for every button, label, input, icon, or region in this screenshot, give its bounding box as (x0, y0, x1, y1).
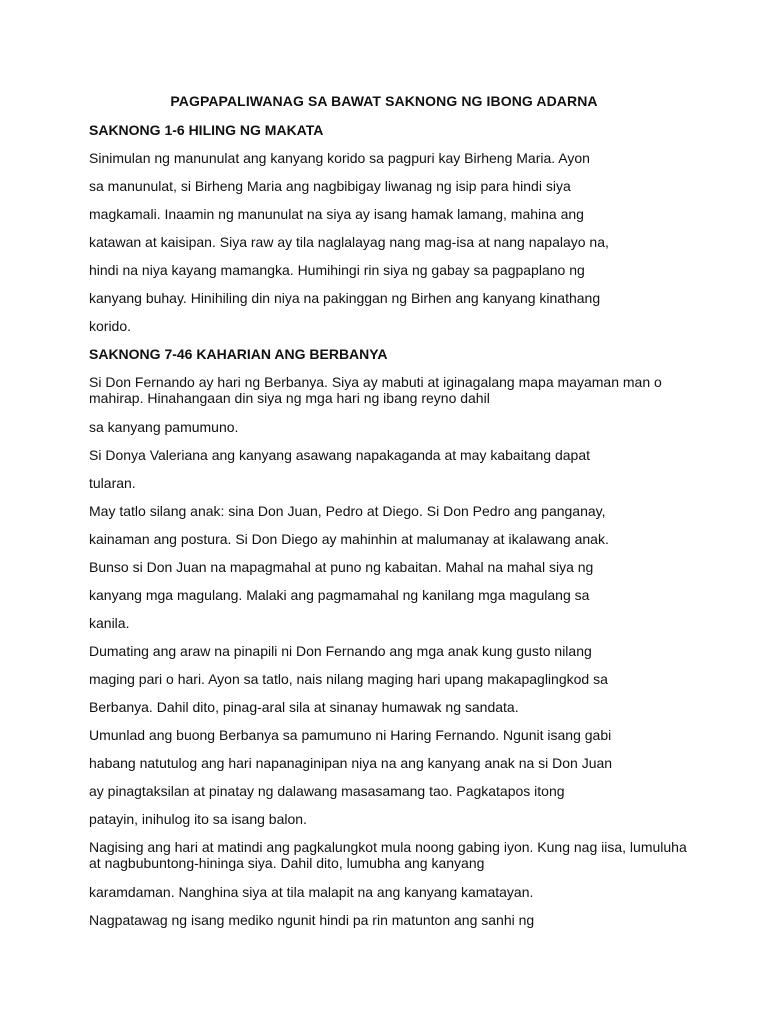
paragraph-line: Nagpatawag ng isang mediko ngunit hindi pa rin matunton ang sanhi ng (89, 912, 535, 928)
paragraph-line: katawan at kaisipan. Siya raw ay tila naglalayag nang mag-isa at nang napalayo na, (89, 234, 609, 250)
paragraph-line: Berbanya. Dahil dito, pinag-aral sila at sinanay humawak ng sandata. (89, 699, 519, 715)
paragraph-line: hindi na niya kayang mamangka. Humihingi rin siya ng gabay sa pagpaplano ng (89, 262, 585, 278)
paragraph-line: Si Donya Valeriana ang kanyang asawang napakaganda at may kabaitang dapat (89, 447, 590, 463)
paragraph-line: magkamali. Inaamin ng manunulat na siya ay isang hamak lamang, mahina ang (89, 206, 584, 222)
paragraph-line: sa manunulat, si Birheng Maria ang nagbibigay liwanag ng isip para hindi siya (89, 178, 571, 194)
paragraph-line: kainaman ang postura. Si Don Diego ay mahinhin at malumanay at ikalawang anak. (89, 531, 609, 547)
paragraph-line: kanila. (89, 615, 130, 631)
paragraph-line: Bunso si Don Juan na mapagmahal at puno ng kabaitan. Mahal na mahal siya ng (89, 559, 594, 575)
paragraph-line: korido. (89, 318, 132, 334)
document-title: PAGPAPALIWANAG SA BAWAT SAKNONG NG IBONG ADARNA (170, 93, 598, 109)
paragraph-wrapped: Si Don Fernando ay hari ng Berbanya. Siya ay mabuti at iginagalang mapa mayaman man o mahirap. Hinahangaan din siya ng mga hari ng ibang reyno dahil (89, 374, 662, 406)
paragraph-line: Dumating ang araw na pinapili ni Don Fernando ang mga anak kung gusto nilang (89, 643, 592, 659)
paragraph-line: patayin, inihulog ito sa isang balon. (89, 811, 307, 827)
paragraph-line: karamdaman. Nanghina siya at tila malapit na ang kanyang kamatayan. (89, 884, 534, 900)
paragraph-line: Sinimulan ng manunulat ang kanyang korido sa pagpuri kay Birheng Maria. Ayon (89, 150, 590, 166)
paragraph-line: kanyang buhay. Hinihiling din niya na pakinggan ng Birhen ang kanyang kinathang (89, 290, 601, 306)
paragraph-line: kanyang mga magulang. Malaki ang pagmamahal ng kanilang mga magulang sa (89, 587, 590, 603)
paragraph-line: May tatlo silang anak: sina Don Juan, Pedro at Diego. Si Don Pedro ang panganay, (89, 503, 606, 519)
paragraph-line: ay pinagtaksilan at pinatay ng dalawang masasamang tao. Pagkatapos itong (89, 783, 565, 799)
paragraph-wrapped: Nagising ang hari at matindi ang pagkalungkot mula noong gabing iyon. Kung nag iisa, lumuluha at nagbubuntong-hininga siya. Dahil dito, lumubha ang kanyang (89, 839, 687, 871)
section-heading-saknong-1-6: SAKNONG 1-6 HILING NG MAKATA (89, 122, 324, 138)
paragraph-line: habang natutulog ang hari napanaginipan niya na ang kanyang anak na si Don Juan (89, 755, 613, 771)
paragraph-line: tularan. (89, 475, 136, 491)
paragraph-line: maging pari o hari. Ayon sa tatlo, nais nilang maging hari upang makapaglingkod sa (89, 671, 608, 687)
paragraph-line: sa kanyang pamumuno. (89, 419, 239, 435)
paragraph-line: Umunlad ang buong Berbanya sa pamumuno ni Haring Fernando. Ngunit isang gabi (89, 727, 612, 743)
section-heading-saknong-7-46: SAKNONG 7-46 KAHARIAN ANG BERBANYA (89, 346, 388, 362)
